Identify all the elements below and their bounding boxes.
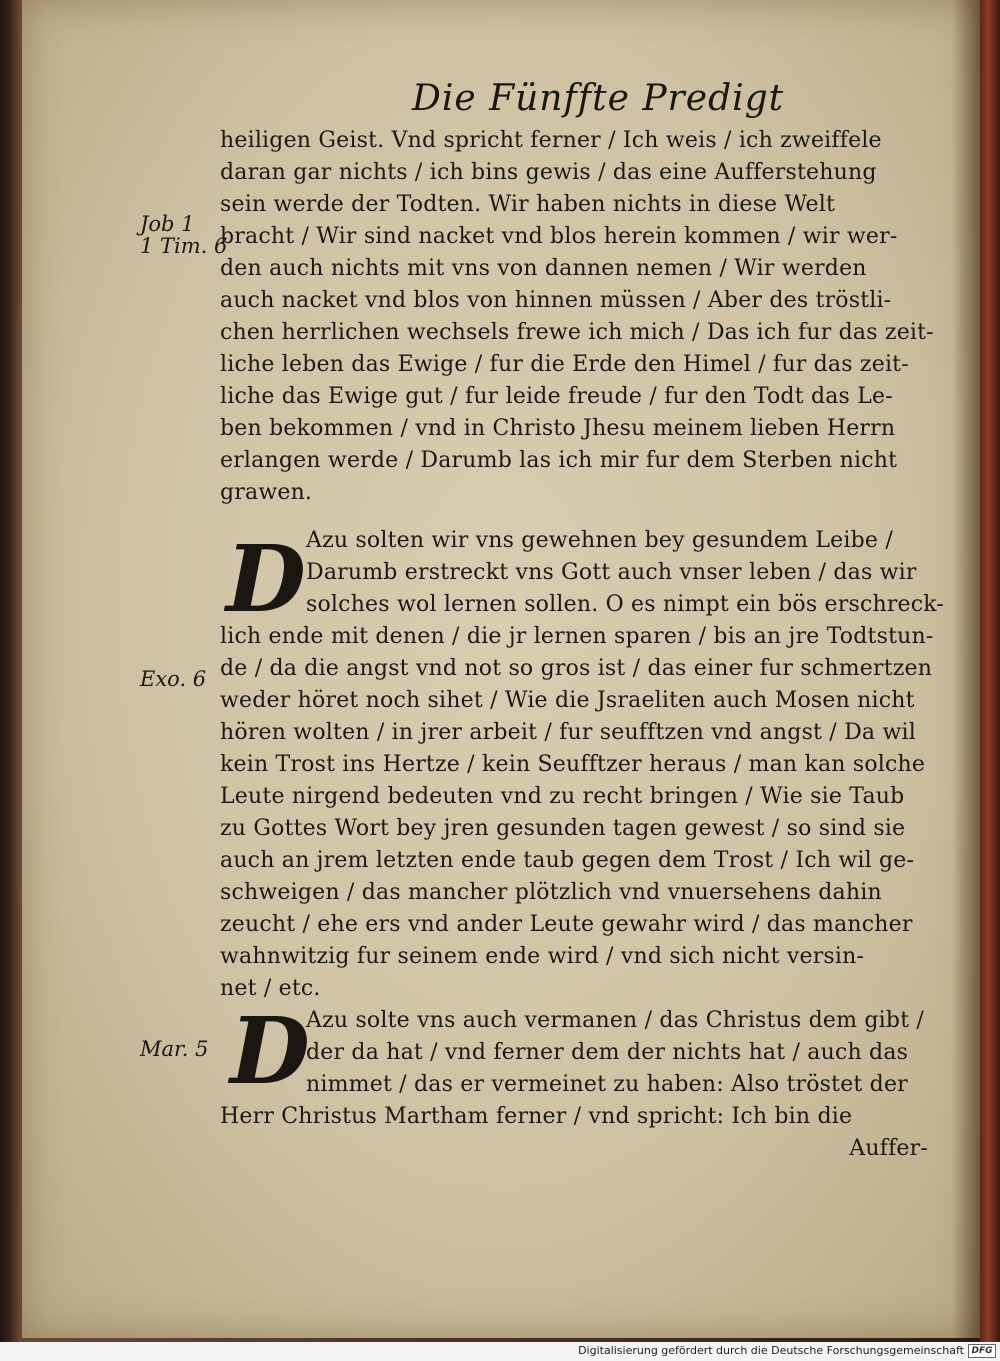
marginal-note-job [140,213,227,257]
marginal-note-line: 1 Tim. 6 [140,234,228,258]
text-line: net / etc. [220,976,321,1001]
text-line: solches wol lernen sollen. O es nimpt ein bös erschreck- [306,592,945,617]
book-spine [980,0,1000,1342]
drop-cap-initial: D [230,997,310,1105]
text-line: Darumb erstreckt vns Gott auch vnser leben / das wir [306,560,917,585]
text-line: Herr Christus Martham ferner / vnd spricht: Ich bin die [220,1104,853,1129]
text-line: weder höret noch sihet / Wie die Jsraeliten auch Mosen nicht [220,688,915,713]
dfg-logo-icon: DFG [968,1344,996,1358]
text-line: sein werde der Todten. Wir haben nichts in diese Welt [220,192,835,217]
marginal-note-mar: Mar. 5 [140,1037,209,1061]
text-line: schweigen / das mancher plötzlich vnd vnuersehens dahin [220,880,882,905]
text-line: auch nacket vnd blos von hinnen müssen / Aber des tröstli- [220,288,892,313]
text-line: erlangen werde / Darumb las ich mir fur dem Sterben nicht [220,448,898,473]
drop-cap-initial: D [226,525,306,633]
catchword: Auffer- [849,1136,928,1161]
running-head: Die Fünffte Predigt [412,78,785,119]
text-line: liche das Ewige gut / fur leide freude / fur den Todt das Le- [220,384,893,409]
marginal-note-exo: Exo. 6 [140,667,207,691]
text-line: den auch nichts mit vns von dannen nemen / Wir werden [220,256,867,281]
funding-credit: Digitalisierung gefördert durch die Deutsche Forschungsgemeinschaft [578,1344,964,1357]
text-line: zu Gottes Wort bey jren gesunden tagen gewest / so sind sie [220,816,906,841]
text-line: Leute nirgend bedeuten vnd zu recht bringen / Wie sie Taub [220,784,905,809]
paragraph-1 [220,125,940,509]
text-line: auch an jrem letzten ende taub gegen dem Trost / Ich wil ge- [220,848,915,873]
text-line: zeucht / ehe ers vnd ander Leute gewahr wird / das mancher [220,912,913,937]
footer-bar [0,1342,1000,1361]
text-line: bracht / Wir sind nacket vnd blos herein kommen / wir wer- [220,224,898,249]
text-line: heiligen Geist. Vnd spricht ferner / Ich weis / ich zweiffele [220,128,882,153]
text-line: Azu solten wir vns gewehnen bey gesundem Leibe / [306,528,893,553]
paragraph-3 [220,997,940,1165]
text-line: liche leben das Ewige / fur die Erde den Himel / fur das zeit- [220,352,909,377]
text-line: ben bekommen / vnd in Christo Jhesu meinem lieben Herrn [220,416,896,441]
marginal-note-line: Job 1 [140,212,195,236]
text-line: hören wolten / in jrer arbeit / fur seufftzen vnd angst / Da wil [220,720,916,745]
text-line: de / da die angst vnd not so gros ist / das einer fur schmertzen [220,656,933,681]
text-line: Azu solte vns auch vermanen / das Christus dem gibt / [306,1008,925,1033]
text-line: lich ende mit denen / die jr lernen sparen / bis an jre Todtstun- [220,624,934,649]
text-line: daran gar nichts / ich bins gewis / das eine Aufferstehung [220,160,877,185]
text-line: kein Trost ins Hertze / kein Seufftzer heraus / man kan solche [220,752,926,777]
text-line: der da hat / vnd ferner dem der nichts hat / auch das [306,1040,909,1065]
book-page [22,0,980,1338]
paragraph-2 [220,525,945,1005]
text-line: wahnwitzig fur seinem ende wird / vnd sich nicht versin- [220,944,865,969]
text-line: chen herrlichen wechsels frewe ich mich / Das ich fur das zeit- [220,320,934,345]
text-line: nimmet / das er vermeinet zu haben: Also tröstet der [306,1072,908,1097]
text-line: grawen. [220,480,313,505]
